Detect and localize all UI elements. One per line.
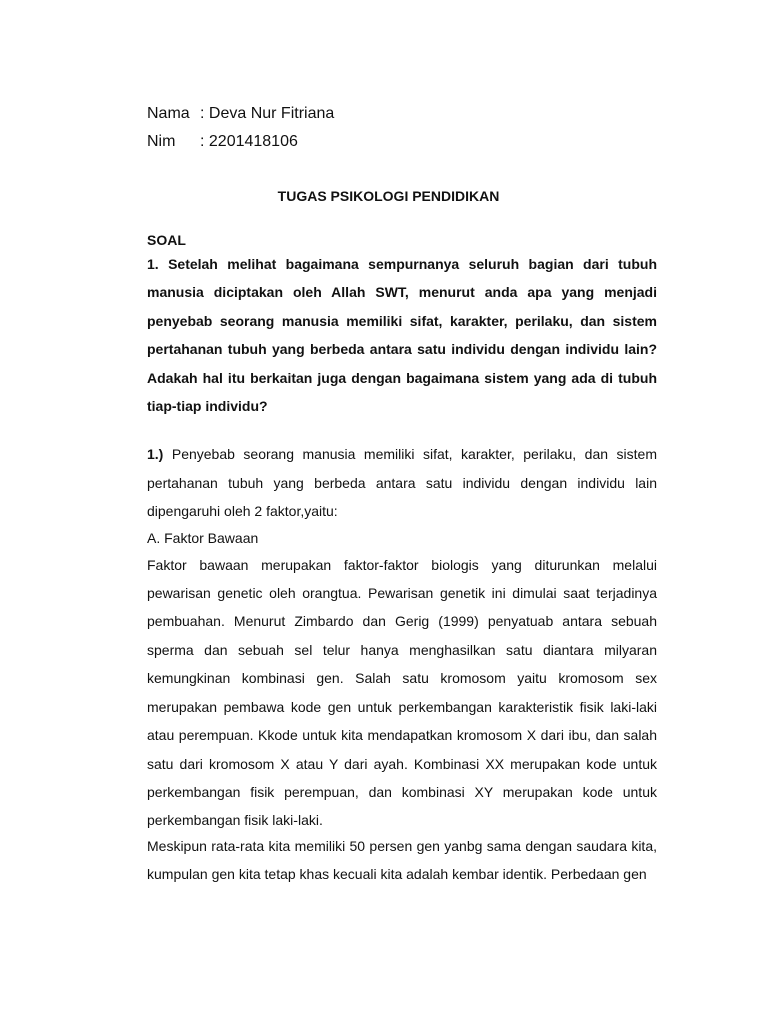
answer-intro-text: Penyebab seorang manusia memiliki sifat, karakter, perilaku, dan sistem pertahanan tubuh yang berbeda antara satu individu dengan individu lain dipengaruhi oleh 2 faktor,yaitu:: [147, 446, 657, 520]
subheading-faktor-bawaan: A. Faktor Bawaan: [147, 529, 259, 546]
spacer: [147, 420, 657, 440]
document-title: TUGAS PSIKOLOGI PENDIDIKAN: [277, 188, 500, 204]
answer-intro-paragraph: [147, 440, 657, 525]
question-paragraph: 1. Setelah melihat bagaimana sempurnanya seluruh bagian dari tubuh manusia diciptakan oleh Allah SWT, menurut anda apa yang menjadi penyebab seorang manusia memiliki sifat, karakter, perilaku, dan sistem pertahanan tubuh yang berbeda antara satu individu dengan individu lain? Adakah hal itu berkaitan juga dengan bagaimana sistem yang ada di tubuh tiap-tiap individu?: [147, 256, 657, 415]
soal-heading: SOAL: [147, 232, 186, 248]
nim-row: [147, 128, 657, 156]
faktor-bawaan-paragraph: Faktor bawaan merupakan faktor-faktor biologis yang diturunkan melalui pewarisan genetic oleh orangtua. Pewarisan genetik ini dimulai saat terjadinya pembuahan. Menurut Zimbardo dan Gerig (1999) penyatuab antara sebuah sperma dan sebuah sel telur hanya menghasilkan satu diantara milyaran kemungkinan kombinasi gen. Salah satu kromosom yaitu kromosom sex merupakan pembawa kode gen untuk perkembangan karakteristik fisik laki-laki atau perempuan. Kkode untuk kita mendapatkan kromosom X dari ibu, dan salah satu dari kromosom X atau Y dari ayah. Kombinasi XX merupakan kode untuk perkembangan fisik perempuan, dan kombinasi XY merupakan kode untuk perkembangan fisik laki-laki.: [147, 556, 657, 829]
genetic-paragraph: Meskipun rata-rata kita memiliki 50 persen gen yanbg sama dengan saudara kita, kumpulan gen kita tetap khas kecuali kita adalah kembar identik. Perbedaan gen: [147, 837, 657, 883]
nim-label: Nim: [147, 133, 176, 150]
name-label: Nama: [147, 105, 190, 122]
answer-number: 1.): [147, 446, 164, 463]
name-row: [147, 100, 657, 128]
name-value: : Deva Nur Fitriana: [200, 105, 335, 122]
document-page: [147, 100, 657, 889]
nim-value: : 2201418106: [200, 133, 298, 150]
